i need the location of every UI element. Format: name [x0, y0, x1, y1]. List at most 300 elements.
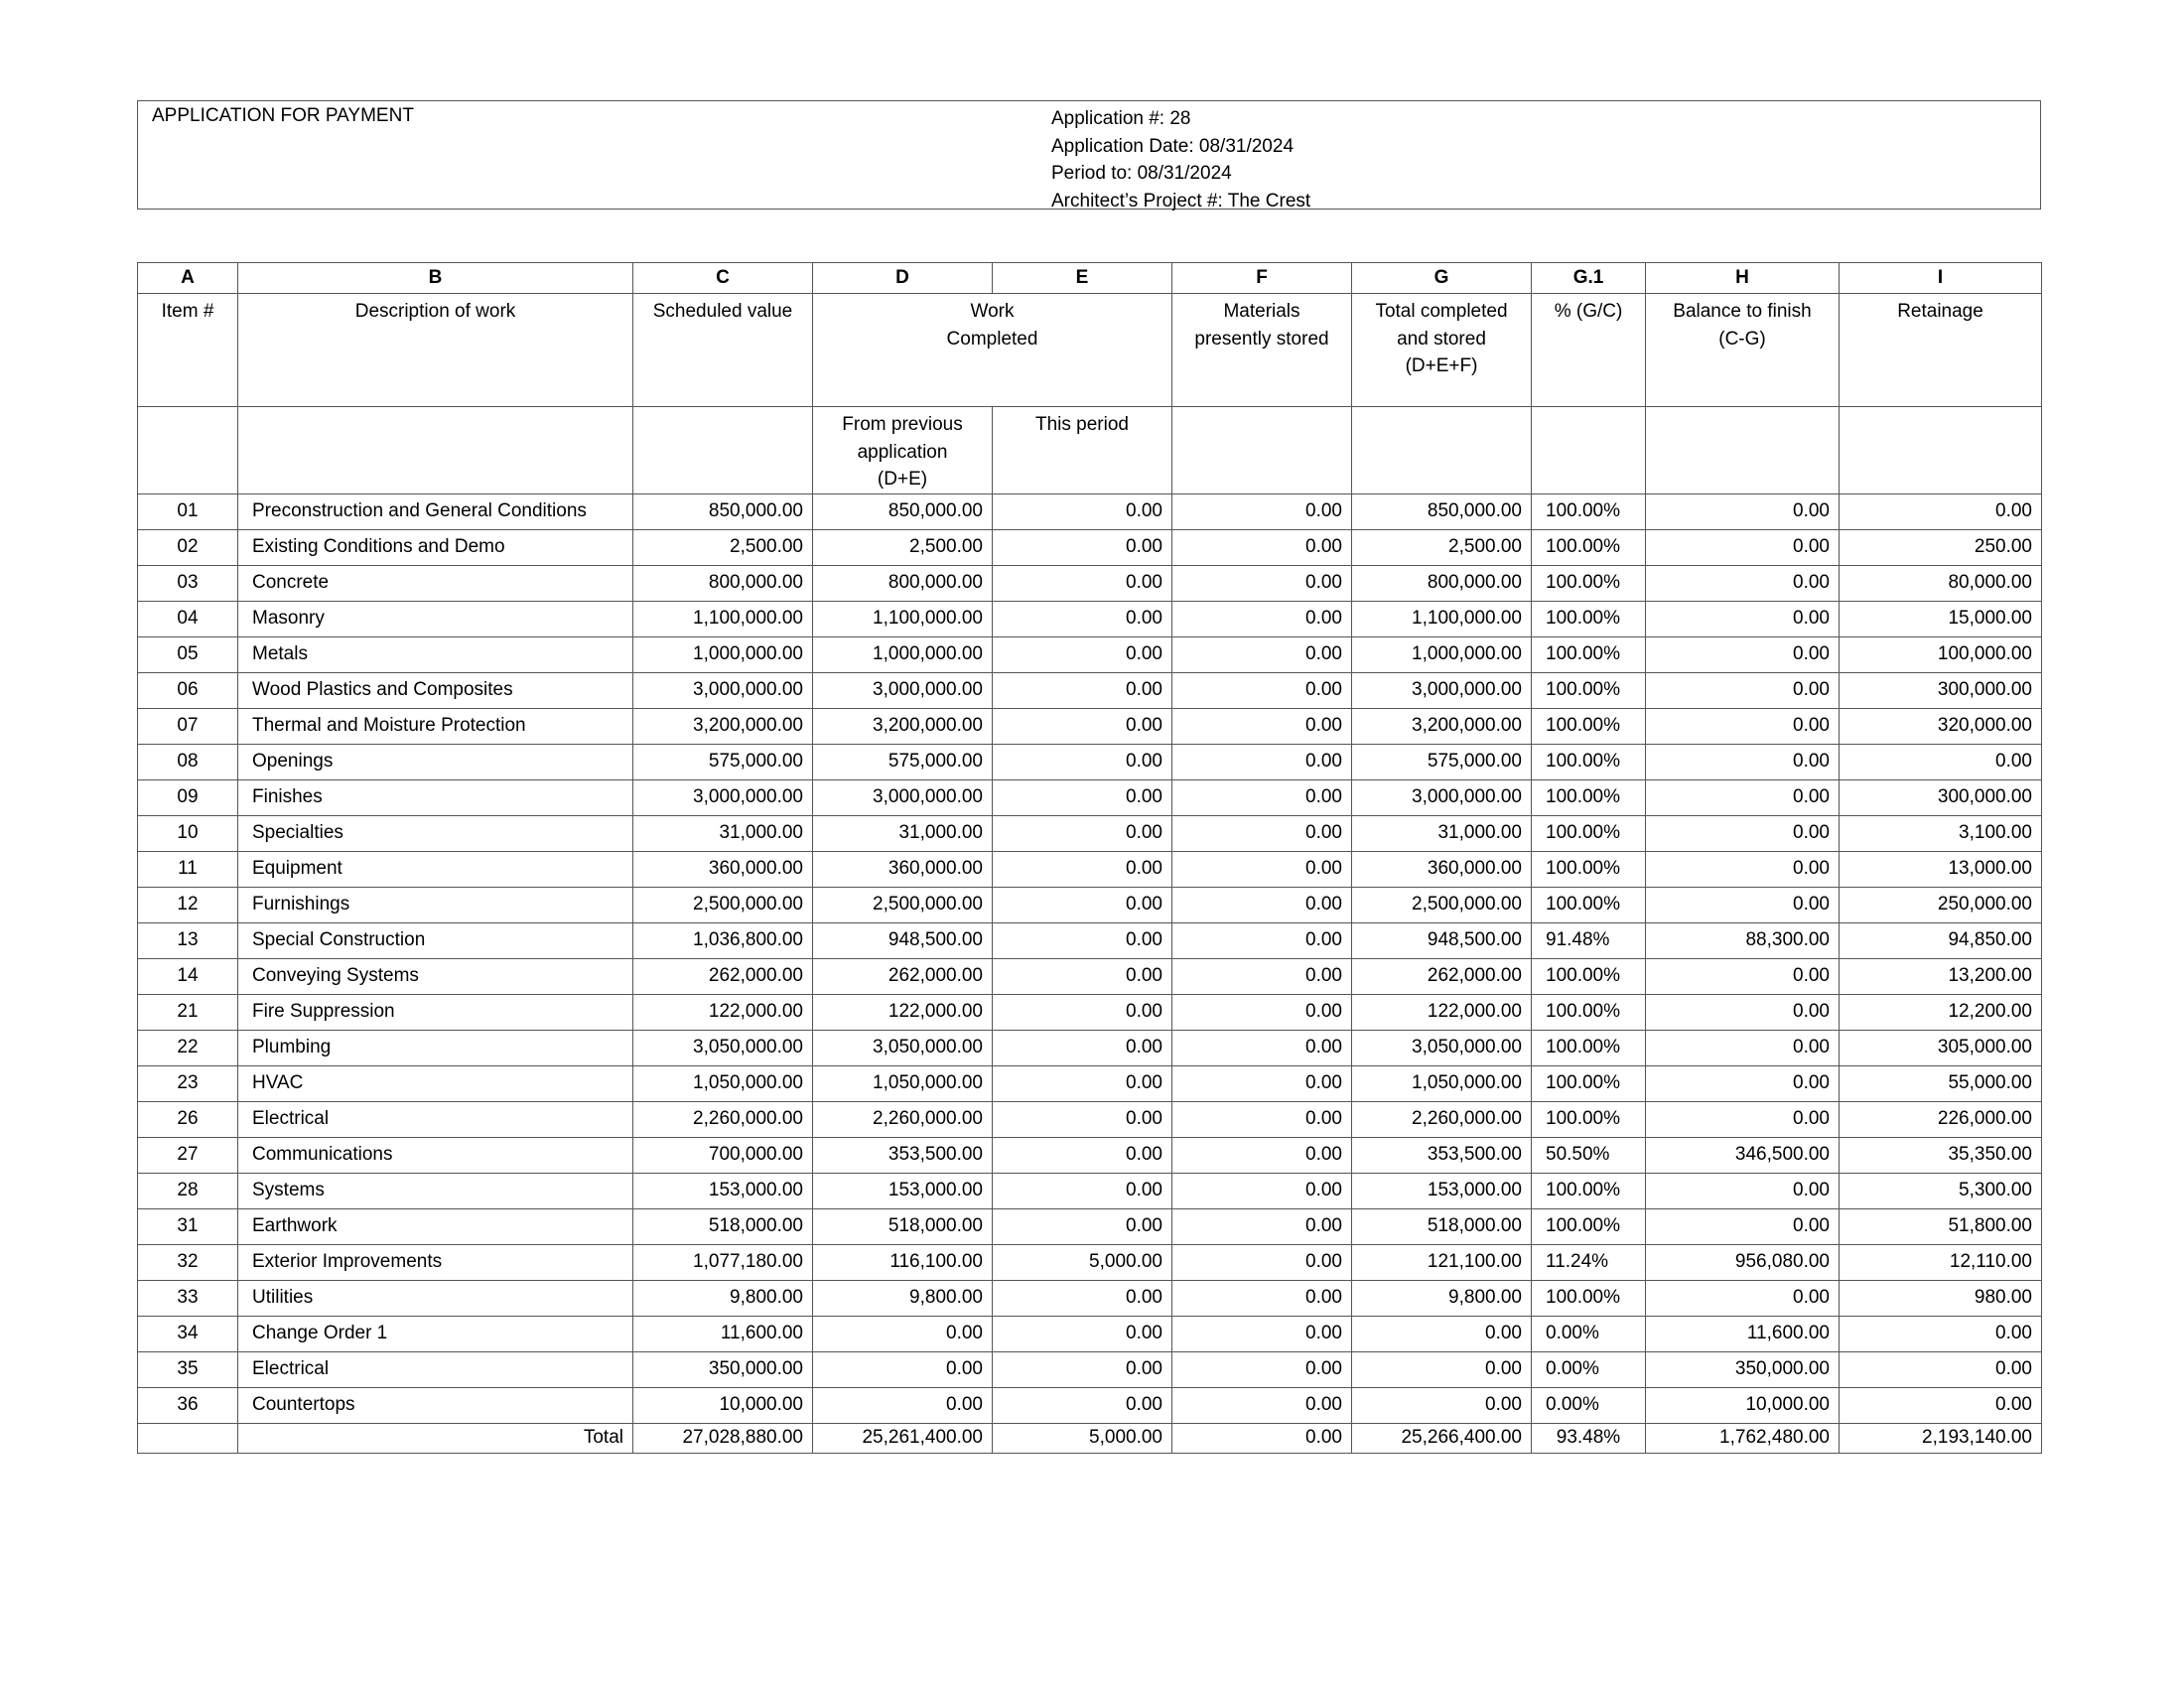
col-letter-i: I — [1840, 263, 2042, 294]
materials-stored-cell: 0.00 — [1172, 529, 1352, 565]
materials-stored-cell: 0.00 — [1172, 744, 1352, 779]
retainage-cell: 305,000.00 — [1840, 1030, 2042, 1065]
item-number-cell: 28 — [138, 1173, 238, 1208]
from-previous-cell: 948,500.00 — [813, 922, 993, 958]
balance-to-finish-cell: 0.00 — [1646, 493, 1840, 529]
scheduled-value-cell: 153,000.00 — [633, 1173, 813, 1208]
scheduled-value-cell: 1,050,000.00 — [633, 1065, 813, 1101]
from-previous-cell: 850,000.00 — [813, 493, 993, 529]
percent-complete-cell: 0.00% — [1532, 1316, 1646, 1351]
from-previous-cell: 262,000.00 — [813, 958, 993, 994]
header-description: Description of work — [238, 294, 633, 407]
total-completed-cell: 2,500.00 — [1352, 529, 1532, 565]
subheader-this-period: This period — [993, 407, 1172, 494]
from-previous-cell: 800,000.00 — [813, 565, 993, 601]
total-completed-stored: 25,266,400.00 — [1352, 1423, 1532, 1453]
description-cell: Electrical — [238, 1101, 633, 1137]
item-number-cell: 23 — [138, 1065, 238, 1101]
materials-stored-cell: 0.00 — [1172, 815, 1352, 851]
percent-complete-cell: 100.00% — [1532, 565, 1646, 601]
from-previous-cell: 3,200,000.00 — [813, 708, 993, 744]
scheduled-value-cell: 11,600.00 — [633, 1316, 813, 1351]
application-date: Application Date: 08/31/2024 — [1051, 135, 1295, 157]
scheduled-value-cell: 2,260,000.00 — [633, 1101, 813, 1137]
table-row — [138, 493, 2042, 529]
percent-complete-cell: 91.48% — [1532, 922, 1646, 958]
percent-complete-cell: 100.00% — [1532, 1173, 1646, 1208]
item-number-cell: 31 — [138, 1208, 238, 1244]
scheduled-value-cell: 9,800.00 — [633, 1280, 813, 1316]
materials-stored-cell: 0.00 — [1172, 1173, 1352, 1208]
scheduled-value-cell: 1,000,000.00 — [633, 636, 813, 672]
total-completed-cell: 1,000,000.00 — [1352, 636, 1532, 672]
scheduled-value-cell: 2,500,000.00 — [633, 887, 813, 922]
col-letter-h: H — [1646, 263, 1840, 294]
total-completed-cell: 3,050,000.00 — [1352, 1030, 1532, 1065]
total-completed-cell: 153,000.00 — [1352, 1173, 1532, 1208]
header-total-line3: (D+E+F) — [1405, 355, 1478, 376]
retainage-cell: 0.00 — [1840, 493, 2042, 529]
percent-complete-cell: 100.00% — [1532, 744, 1646, 779]
table-row — [138, 1316, 2042, 1351]
description-cell: Furnishings — [238, 887, 633, 922]
col-letter-e: E — [993, 263, 1172, 294]
this-period-cell: 0.00 — [993, 1280, 1172, 1316]
item-number-cell: 13 — [138, 922, 238, 958]
header-work-completed — [813, 294, 1172, 407]
total-completed-cell: 2,260,000.00 — [1352, 1101, 1532, 1137]
this-period-cell: 0.00 — [993, 529, 1172, 565]
subheader-empty — [633, 407, 813, 494]
total-completed-cell: 0.00 — [1352, 1316, 1532, 1351]
item-number-cell: 10 — [138, 815, 238, 851]
scheduled-value-cell: 122,000.00 — [633, 994, 813, 1030]
header-retainage: Retainage — [1840, 294, 2042, 407]
description-cell: Fire Suppression — [238, 994, 633, 1030]
total-completed-cell: 0.00 — [1352, 1387, 1532, 1423]
item-number-cell: 07 — [138, 708, 238, 744]
balance-to-finish-cell: 346,500.00 — [1646, 1137, 1840, 1173]
description-cell: Wood Plastics and Composites — [238, 672, 633, 708]
table-row — [138, 1101, 2042, 1137]
table-row — [138, 851, 2042, 887]
this-period-cell: 0.00 — [993, 958, 1172, 994]
item-number-cell: 34 — [138, 1316, 238, 1351]
description-cell: Electrical — [238, 1351, 633, 1387]
retainage-cell: 100,000.00 — [1840, 636, 2042, 672]
period-to: Period to: 08/31/2024 — [1051, 163, 1232, 184]
scheduled-value-cell: 575,000.00 — [633, 744, 813, 779]
total-completed-cell: 122,000.00 — [1352, 994, 1532, 1030]
total-completed-cell: 800,000.00 — [1352, 565, 1532, 601]
materials-stored-cell: 0.00 — [1172, 958, 1352, 994]
retainage-cell: 94,850.00 — [1840, 922, 2042, 958]
total-balance-to-finish: 1,762,480.00 — [1646, 1423, 1840, 1453]
item-number-cell: 21 — [138, 994, 238, 1030]
col-letter-f: F — [1172, 263, 1352, 294]
description-cell: Specialties — [238, 815, 633, 851]
retainage-cell: 80,000.00 — [1840, 565, 2042, 601]
retainage-cell: 13,200.00 — [1840, 958, 2042, 994]
percent-complete-cell: 100.00% — [1532, 493, 1646, 529]
this-period-cell: 0.00 — [993, 672, 1172, 708]
from-previous-cell: 3,000,000.00 — [813, 672, 993, 708]
description-cell: Countertops — [238, 1387, 633, 1423]
col-letter-g1: G.1 — [1532, 263, 1646, 294]
this-period-cell: 0.00 — [993, 1351, 1172, 1387]
total-scheduled-value: 27,028,880.00 — [633, 1423, 813, 1453]
materials-stored-cell: 0.00 — [1172, 922, 1352, 958]
scheduled-value-cell: 1,077,180.00 — [633, 1244, 813, 1280]
total-completed-cell: 9,800.00 — [1352, 1280, 1532, 1316]
header-item: Item # — [138, 294, 238, 407]
subheader-empty — [138, 407, 238, 494]
this-period-cell: 0.00 — [993, 1173, 1172, 1208]
document-title: APPLICATION FOR PAYMENT — [152, 105, 414, 126]
table-row — [138, 1387, 2042, 1423]
materials-stored-cell: 0.00 — [1172, 1030, 1352, 1065]
materials-stored-cell: 0.00 — [1172, 1351, 1352, 1387]
table-row — [138, 1137, 2042, 1173]
total-completed-cell: 31,000.00 — [1352, 815, 1532, 851]
retainage-cell: 3,100.00 — [1840, 815, 2042, 851]
retainage-cell: 15,000.00 — [1840, 601, 2042, 636]
total-completed-cell: 360,000.00 — [1352, 851, 1532, 887]
total-completed-cell: 1,050,000.00 — [1352, 1065, 1532, 1101]
percent-complete-cell: 100.00% — [1532, 958, 1646, 994]
table-row — [138, 958, 2042, 994]
percent-complete-cell: 100.00% — [1532, 672, 1646, 708]
retainage-cell: 0.00 — [1840, 1351, 2042, 1387]
subheader-prev-line2: application — [857, 441, 948, 463]
subheader-from-previous — [813, 407, 993, 494]
description-cell: Preconstruction and General Conditions — [238, 493, 633, 529]
table-row — [138, 887, 2042, 922]
from-previous-cell: 116,100.00 — [813, 1244, 993, 1280]
description-cell: Metals — [238, 636, 633, 672]
table-row — [138, 815, 2042, 851]
table-row — [138, 922, 2042, 958]
balance-to-finish-cell: 0.00 — [1646, 1280, 1840, 1316]
balance-to-finish-cell: 0.00 — [1646, 1065, 1840, 1101]
scheduled-value-cell: 3,200,000.00 — [633, 708, 813, 744]
this-period-cell: 0.00 — [993, 1316, 1172, 1351]
materials-stored-cell: 0.00 — [1172, 601, 1352, 636]
total-materials-stored: 0.00 — [1172, 1423, 1352, 1453]
description-cell: Equipment — [238, 851, 633, 887]
percent-complete-cell: 100.00% — [1532, 851, 1646, 887]
materials-stored-cell: 0.00 — [1172, 1137, 1352, 1173]
item-number-cell: 26 — [138, 1101, 238, 1137]
item-number-cell: 11 — [138, 851, 238, 887]
from-previous-cell: 122,000.00 — [813, 994, 993, 1030]
this-period-cell: 0.00 — [993, 565, 1172, 601]
scheduled-value-cell: 350,000.00 — [633, 1351, 813, 1387]
from-previous-cell: 518,000.00 — [813, 1208, 993, 1244]
scheduled-value-cell: 262,000.00 — [633, 958, 813, 994]
balance-to-finish-cell: 0.00 — [1646, 1173, 1840, 1208]
from-previous-cell: 353,500.00 — [813, 1137, 993, 1173]
this-period-cell: 5,000.00 — [993, 1244, 1172, 1280]
total-completed-cell: 948,500.00 — [1352, 922, 1532, 958]
from-previous-cell: 0.00 — [813, 1316, 993, 1351]
total-completed-cell: 850,000.00 — [1352, 493, 1532, 529]
table-body — [138, 493, 2042, 1423]
materials-stored-cell: 0.00 — [1172, 1387, 1352, 1423]
col-letter-g: G — [1352, 263, 1532, 294]
percent-complete-cell: 100.00% — [1532, 1280, 1646, 1316]
balance-to-finish-cell: 0.00 — [1646, 672, 1840, 708]
this-period-cell: 0.00 — [993, 1101, 1172, 1137]
retainage-cell: 226,000.00 — [1840, 1101, 2042, 1137]
retainage-cell: 55,000.00 — [1840, 1065, 2042, 1101]
table-row — [138, 1173, 2042, 1208]
item-number-cell: 08 — [138, 744, 238, 779]
materials-stored-cell: 0.00 — [1172, 1244, 1352, 1280]
scheduled-value-cell: 518,000.00 — [633, 1208, 813, 1244]
scheduled-value-cell: 700,000.00 — [633, 1137, 813, 1173]
from-previous-cell: 9,800.00 — [813, 1280, 993, 1316]
table-row — [138, 779, 2042, 815]
materials-stored-cell: 0.00 — [1172, 1280, 1352, 1316]
header-work-line2: Completed — [946, 328, 1038, 350]
from-previous-cell: 360,000.00 — [813, 851, 993, 887]
balance-to-finish-cell: 0.00 — [1646, 1208, 1840, 1244]
subheader-empty — [1352, 407, 1532, 494]
this-period-cell: 0.00 — [993, 744, 1172, 779]
description-cell: HVAC — [238, 1065, 633, 1101]
description-cell: Change Order 1 — [238, 1316, 633, 1351]
application-info — [1051, 105, 1310, 214]
total-completed-cell: 3,200,000.00 — [1352, 708, 1532, 744]
total-this-period: 5,000.00 — [993, 1423, 1172, 1453]
from-previous-cell: 0.00 — [813, 1351, 993, 1387]
description-cell: Special Construction — [238, 922, 633, 958]
balance-to-finish-cell: 0.00 — [1646, 1030, 1840, 1065]
retainage-cell: 0.00 — [1840, 1387, 2042, 1423]
scheduled-value-cell: 800,000.00 — [633, 565, 813, 601]
scheduled-value-cell: 3,000,000.00 — [633, 672, 813, 708]
from-previous-cell: 575,000.00 — [813, 744, 993, 779]
this-period-cell: 0.00 — [993, 815, 1172, 851]
percent-complete-cell: 100.00% — [1532, 887, 1646, 922]
from-previous-cell: 2,260,000.00 — [813, 1101, 993, 1137]
this-period-cell: 0.00 — [993, 887, 1172, 922]
materials-stored-cell: 0.00 — [1172, 994, 1352, 1030]
description-cell: Plumbing — [238, 1030, 633, 1065]
retainage-cell: 320,000.00 — [1840, 708, 2042, 744]
table-row — [138, 1351, 2042, 1387]
item-number-cell: 06 — [138, 672, 238, 708]
this-period-cell: 0.00 — [993, 994, 1172, 1030]
item-number-cell: 35 — [138, 1351, 238, 1387]
this-period-cell: 0.00 — [993, 1065, 1172, 1101]
description-cell: Communications — [238, 1137, 633, 1173]
total-completed-cell: 518,000.00 — [1352, 1208, 1532, 1244]
percent-complete-cell: 0.00% — [1532, 1351, 1646, 1387]
scheduled-value-cell: 3,000,000.00 — [633, 779, 813, 815]
percent-complete-cell: 100.00% — [1532, 1208, 1646, 1244]
materials-stored-cell: 0.00 — [1172, 708, 1352, 744]
retainage-cell: 13,000.00 — [1840, 851, 2042, 887]
percent-complete-cell: 100.00% — [1532, 1065, 1646, 1101]
total-item-cell — [138, 1423, 238, 1453]
percent-complete-cell: 100.00% — [1532, 636, 1646, 672]
schedule-of-values-table — [137, 262, 2042, 1454]
retainage-cell: 250,000.00 — [1840, 887, 2042, 922]
description-cell: Concrete — [238, 565, 633, 601]
header-work-line1: Work — [970, 301, 1015, 322]
retainage-cell: 250.00 — [1840, 529, 2042, 565]
column-subheader-row — [138, 407, 2042, 494]
from-previous-cell: 3,050,000.00 — [813, 1030, 993, 1065]
col-letter-d: D — [813, 263, 993, 294]
balance-to-finish-cell: 0.00 — [1646, 601, 1840, 636]
this-period-cell: 0.00 — [993, 1387, 1172, 1423]
retainage-cell: 0.00 — [1840, 744, 2042, 779]
header-total-completed — [1352, 294, 1532, 407]
header-materials-line1: Materials — [1223, 301, 1300, 322]
this-period-cell: 0.00 — [993, 636, 1172, 672]
subheader-empty — [238, 407, 633, 494]
total-label: Total — [238, 1423, 633, 1453]
header-balance — [1646, 294, 1840, 407]
col-letter-a: A — [138, 263, 238, 294]
retainage-cell: 35,350.00 — [1840, 1137, 2042, 1173]
item-number-cell: 14 — [138, 958, 238, 994]
this-period-cell: 0.00 — [993, 1208, 1172, 1244]
item-number-cell: 04 — [138, 601, 238, 636]
item-number-cell: 05 — [138, 636, 238, 672]
this-period-cell: 0.00 — [993, 1137, 1172, 1173]
item-number-cell: 22 — [138, 1030, 238, 1065]
item-number-cell: 32 — [138, 1244, 238, 1280]
retainage-cell: 300,000.00 — [1840, 672, 2042, 708]
materials-stored-cell: 0.00 — [1172, 636, 1352, 672]
balance-to-finish-cell: 0.00 — [1646, 958, 1840, 994]
total-completed-cell: 2,500,000.00 — [1352, 887, 1532, 922]
percent-complete-cell: 100.00% — [1532, 779, 1646, 815]
subheader-prev-line3: (D+E) — [877, 469, 928, 490]
table-row — [138, 1208, 2042, 1244]
col-letter-b: B — [238, 263, 633, 294]
application-number: Application #: 28 — [1051, 108, 1191, 129]
table-row — [138, 1244, 2042, 1280]
scheduled-value-cell: 2,500.00 — [633, 529, 813, 565]
header-scheduled-value: Scheduled value — [633, 294, 813, 407]
retainage-cell: 0.00 — [1840, 1316, 2042, 1351]
header-balance-line2: (C-G) — [1718, 328, 1766, 350]
this-period-cell: 0.00 — [993, 708, 1172, 744]
description-cell: Exterior Improvements — [238, 1244, 633, 1280]
table-row — [138, 1065, 2042, 1101]
table-row — [138, 994, 2042, 1030]
retainage-cell: 300,000.00 — [1840, 779, 2042, 815]
header-total-line2: and stored — [1397, 328, 1486, 350]
this-period-cell: 0.00 — [993, 851, 1172, 887]
balance-to-finish-cell: 0.00 — [1646, 887, 1840, 922]
table-row — [138, 744, 2042, 779]
this-period-cell: 0.00 — [993, 601, 1172, 636]
materials-stored-cell: 0.00 — [1172, 851, 1352, 887]
balance-to-finish-cell: 0.00 — [1646, 815, 1840, 851]
this-period-cell: 0.00 — [993, 779, 1172, 815]
balance-to-finish-cell: 0.00 — [1646, 708, 1840, 744]
col-letter-c: C — [633, 263, 813, 294]
from-previous-cell: 2,500,000.00 — [813, 887, 993, 922]
item-number-cell: 02 — [138, 529, 238, 565]
total-row — [138, 1423, 2042, 1453]
retainage-cell: 12,110.00 — [1840, 1244, 2042, 1280]
materials-stored-cell: 0.00 — [1172, 1208, 1352, 1244]
balance-to-finish-cell: 0.00 — [1646, 529, 1840, 565]
item-number-cell: 33 — [138, 1280, 238, 1316]
balance-to-finish-cell: 0.00 — [1646, 744, 1840, 779]
total-retainage: 2,193,140.00 — [1840, 1423, 2042, 1453]
total-completed-cell: 3,000,000.00 — [1352, 672, 1532, 708]
header-balance-line1: Balance to finish — [1673, 301, 1812, 322]
scheduled-value-cell: 850,000.00 — [633, 493, 813, 529]
table-row — [138, 708, 2042, 744]
from-previous-cell: 0.00 — [813, 1387, 993, 1423]
percent-complete-cell: 100.00% — [1532, 1101, 1646, 1137]
this-period-cell: 0.00 — [993, 922, 1172, 958]
retainage-cell: 5,300.00 — [1840, 1173, 2042, 1208]
this-period-cell: 0.00 — [993, 1030, 1172, 1065]
description-cell: Openings — [238, 744, 633, 779]
table-row — [138, 636, 2042, 672]
column-letter-row — [138, 263, 2042, 294]
total-from-previous: 25,261,400.00 — [813, 1423, 993, 1453]
description-cell: Thermal and Moisture Protection — [238, 708, 633, 744]
architect-project: Architect’s Project #: The Crest — [1051, 190, 1311, 211]
materials-stored-cell: 0.00 — [1172, 493, 1352, 529]
table-row — [138, 565, 2042, 601]
materials-stored-cell: 0.00 — [1172, 565, 1352, 601]
balance-to-finish-cell: 0.00 — [1646, 636, 1840, 672]
materials-stored-cell: 0.00 — [1172, 887, 1352, 922]
description-cell: Masonry — [238, 601, 633, 636]
percent-complete-cell: 0.00% — [1532, 1387, 1646, 1423]
description-cell: Earthwork — [238, 1208, 633, 1244]
table-row — [138, 1280, 2042, 1316]
materials-stored-cell: 0.00 — [1172, 779, 1352, 815]
balance-to-finish-cell: 0.00 — [1646, 1101, 1840, 1137]
balance-to-finish-cell: 11,600.00 — [1646, 1316, 1840, 1351]
percent-complete-cell: 100.00% — [1532, 1030, 1646, 1065]
application-header — [137, 100, 2041, 210]
header-total-line1: Total completed — [1375, 301, 1508, 322]
description-cell: Utilities — [238, 1280, 633, 1316]
description-cell: Existing Conditions and Demo — [238, 529, 633, 565]
total-completed-cell: 262,000.00 — [1352, 958, 1532, 994]
percent-complete-cell: 100.00% — [1532, 994, 1646, 1030]
percent-complete-cell: 100.00% — [1532, 815, 1646, 851]
header-materials-line2: presently stored — [1194, 328, 1329, 350]
scheduled-value-cell: 1,036,800.00 — [633, 922, 813, 958]
percent-complete-cell: 50.50% — [1532, 1137, 1646, 1173]
balance-to-finish-cell: 350,000.00 — [1646, 1351, 1840, 1387]
retainage-cell: 51,800.00 — [1840, 1208, 2042, 1244]
table-row — [138, 529, 2042, 565]
balance-to-finish-cell: 88,300.00 — [1646, 922, 1840, 958]
item-number-cell: 12 — [138, 887, 238, 922]
balance-to-finish-cell: 0.00 — [1646, 565, 1840, 601]
scheduled-value-cell: 3,050,000.00 — [633, 1030, 813, 1065]
from-previous-cell: 31,000.00 — [813, 815, 993, 851]
subheader-empty — [1532, 407, 1646, 494]
subheader-empty — [1646, 407, 1840, 494]
